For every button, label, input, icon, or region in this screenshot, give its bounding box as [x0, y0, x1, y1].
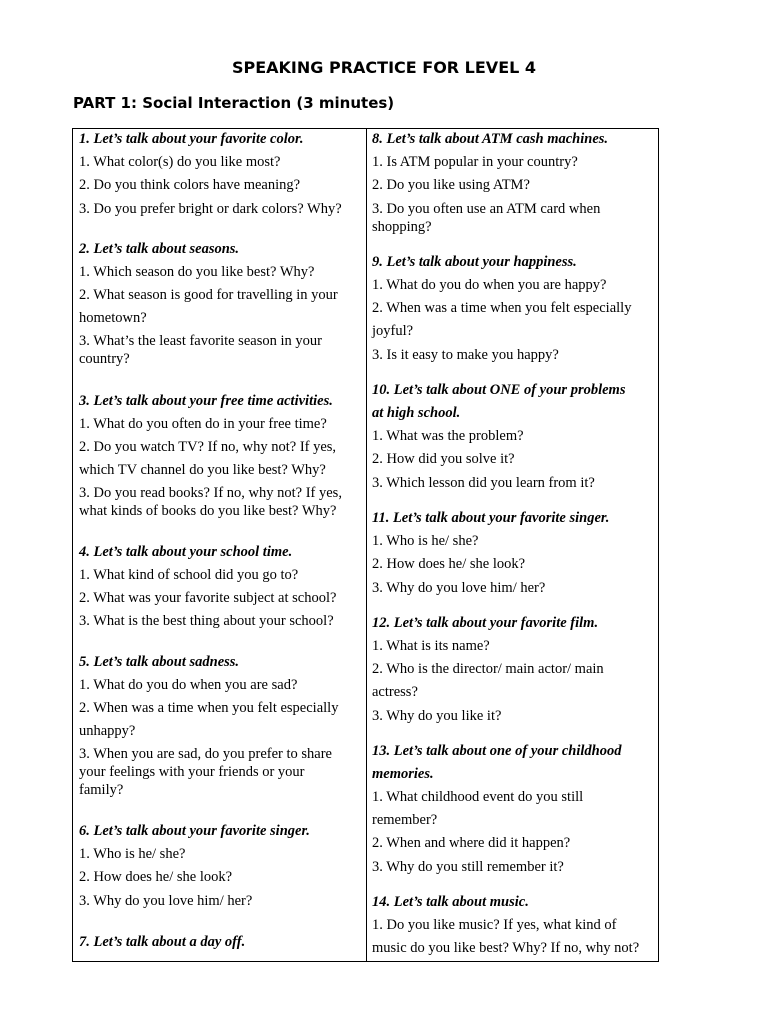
left-question-line: 1. What color(s) do you like most?	[79, 154, 281, 170]
right-topic-heading: 11. Let’s talk about your favorite singer.	[372, 510, 610, 526]
right-question-line: 3. Why do you like it?	[372, 708, 502, 724]
left-question-line: 2. When was a time when you felt especially	[79, 700, 339, 716]
right-topic-heading: 10. Let’s talk about ONE of your problems	[372, 382, 626, 398]
right-question-line: 3. Do you often use an ATM card when	[372, 201, 601, 217]
left-question-line: 3. When you are sad, do you prefer to share	[79, 746, 332, 762]
left-topic-heading: 1. Let’s talk about your favorite color.	[79, 131, 304, 147]
right-question-line: 1. What was the problem?	[372, 428, 524, 444]
left-question-line: family?	[79, 782, 124, 798]
page-title: SPEAKING PRACTICE FOR LEVEL 4	[231, 58, 537, 77]
left-question-line: 3. What is the best thing about your school?	[79, 613, 334, 629]
right-topic-heading: 8. Let’s talk about ATM cash machines.	[372, 131, 609, 147]
right-question-line: 1. What is its name?	[372, 638, 490, 654]
left-question-line: unhappy?	[79, 723, 136, 739]
right-question-line: 1. What childhood event do you still	[372, 789, 584, 805]
right-question-line: shopping?	[372, 219, 432, 235]
right-question-line: joyful?	[372, 323, 414, 339]
right-question-line: 3. Which lesson did you learn from it?	[372, 475, 595, 491]
left-topic-heading: 5. Let’s talk about sadness.	[79, 654, 240, 670]
left-question-line: hometown?	[79, 310, 147, 326]
right-topic-heading: 9. Let’s talk about your happiness.	[372, 254, 577, 270]
left-topic-heading: 3. Let’s talk about your free time activities.	[79, 393, 333, 409]
right-question-line: 3. Why do you still remember it?	[372, 859, 564, 875]
right-topic-heading: memories.	[372, 766, 434, 782]
right-question-line: 1. Is ATM popular in your country?	[372, 154, 578, 170]
left-question-line: 3. What’s the least favorite season in your	[79, 333, 322, 349]
left-question-line: 3. Do you prefer bright or dark colors? Why?	[79, 201, 342, 217]
left-topic-heading: 2. Let’s talk about seasons.	[79, 241, 240, 257]
right-topic-heading: 12. Let’s talk about your favorite film.	[372, 615, 599, 631]
right-question-line: remember?	[372, 812, 438, 828]
left-question-line: 3. Do you read books? If no, why not? If yes,	[79, 485, 342, 501]
left-question-line: country?	[79, 351, 130, 367]
left-question-line: 1. What do you do when you are sad?	[79, 677, 298, 693]
left-question-line: 2. What season is good for travelling in your	[79, 287, 338, 303]
left-question-line: 1. What kind of school did you go to?	[79, 567, 299, 583]
left-question-line: your feelings with your friends or your	[79, 764, 305, 780]
right-question-line: 3. Why do you love him/ her?	[372, 580, 546, 596]
left-question-line: 1. What do you often do in your free time?	[79, 416, 327, 432]
left-question-line: 2. Do you watch TV? If no, why not? If yes,	[79, 439, 337, 455]
column-divider	[366, 129, 367, 961]
right-question-line: actress?	[372, 684, 418, 700]
right-question-line: 1. Who is he/ she?	[372, 533, 479, 549]
right-question-line: 2. How did you solve it?	[372, 451, 515, 467]
right-question-line: 2. When and where did it happen?	[372, 835, 571, 851]
right-question-line: 1. What do you do when you are happy?	[372, 277, 607, 293]
right-question-line: 2. Do you like using ATM?	[372, 177, 530, 193]
right-topic-heading: 13. Let’s talk about one of your childhood	[372, 743, 622, 759]
right-question-line: 2. Who is the director/ main actor/ main	[372, 661, 604, 677]
left-topic-heading: 6. Let’s talk about your favorite singer.	[79, 823, 310, 839]
left-question-line: 2. What was your favorite subject at school?	[79, 590, 337, 606]
right-question-line: 3. Is it easy to make you happy?	[372, 347, 559, 363]
right-question-line: 2. How does he/ she look?	[372, 556, 526, 572]
left-question-line: what kinds of books do you like best? Why?	[79, 503, 337, 519]
left-topic-heading: 4. Let’s talk about your school time.	[79, 544, 293, 560]
questions-table	[72, 128, 659, 962]
left-topic-heading: 7. Let’s talk about a day off.	[79, 934, 246, 950]
left-question-line: 3. Why do you love him/ her?	[79, 893, 253, 909]
left-question-line: 2. Do you think colors have meaning?	[79, 177, 301, 193]
right-question-line: 2. When was a time when you felt especially	[372, 300, 632, 316]
left-question-line: 2. How does he/ she look?	[79, 869, 233, 885]
right-question-line: 1. Do you like music? If yes, what kind of	[372, 917, 617, 933]
right-question-line: music do you like best? Why? If no, why not?	[372, 940, 640, 956]
left-question-line: 1. Which season do you like best? Why?	[79, 264, 315, 280]
right-topic-heading: 14. Let’s talk about music.	[372, 894, 529, 910]
right-topic-heading: at high school.	[372, 405, 461, 421]
left-question-line: which TV channel do you like best? Why?	[79, 462, 326, 478]
part-heading: PART 1: Social Interaction (3 minutes)	[73, 94, 395, 112]
left-question-line: 1. Who is he/ she?	[79, 846, 186, 862]
